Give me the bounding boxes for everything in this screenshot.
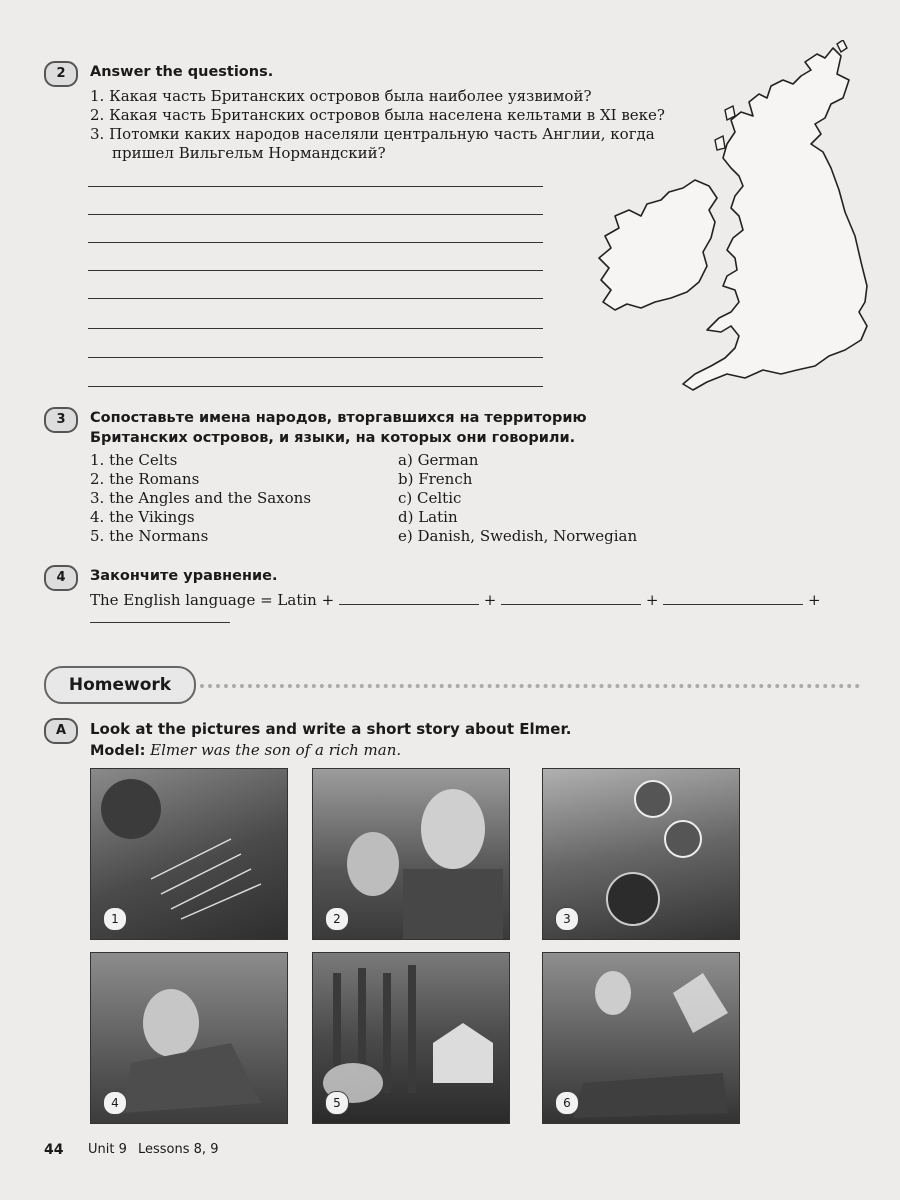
plus-sign: + xyxy=(808,591,821,609)
picture-number: 5 xyxy=(325,1091,349,1115)
plus-sign: + xyxy=(645,591,659,609)
story-picture-5 xyxy=(312,952,510,1124)
equation-blank-2[interactable] xyxy=(501,590,641,605)
picture-number: 2 xyxy=(325,907,349,931)
model-text: Elmer was the son of a rich man. xyxy=(150,741,402,759)
people-item: 4. the Vikings xyxy=(90,508,195,526)
people-item: 5. the Normans xyxy=(90,527,209,545)
task-4-badge: 4 xyxy=(44,565,78,591)
model-label: Model: xyxy=(90,743,146,759)
answer-line[interactable] xyxy=(88,242,543,243)
page-number: 44 xyxy=(44,1142,64,1158)
people-item: 3. the Angles and the Saxons xyxy=(90,489,312,507)
homework-label: Homework xyxy=(44,666,196,704)
language-item: a) German xyxy=(398,451,479,469)
answer-line[interactable] xyxy=(88,270,543,271)
answer-line[interactable] xyxy=(88,186,543,187)
task-a-title: Look at the pictures and write a short story about Elmer. xyxy=(90,720,572,738)
british-isles-map xyxy=(575,40,875,405)
answer-line[interactable] xyxy=(88,328,543,329)
language-item: c) Celtic xyxy=(398,489,462,507)
task-3-title-line-1: Сопоставьте имена народов, вторгавшихся на территорию xyxy=(90,410,587,426)
task-a-badge: A xyxy=(44,718,78,744)
equation-start: The English language = Latin + xyxy=(90,591,335,609)
equation-blank-4[interactable] xyxy=(90,622,230,623)
language-item: d) Latin xyxy=(398,508,458,526)
task-3-title-line-2: Британских островов, и языки, на которых они говорили. xyxy=(90,430,576,446)
question-2: 2. Какая часть Британских островов была населена кельтами в XI веке? xyxy=(90,106,665,124)
people-item: 1. the Celts xyxy=(90,451,178,469)
task-3-badge: 3 xyxy=(44,407,78,433)
language-item: b) French xyxy=(398,470,473,488)
picture-number: 6 xyxy=(555,1091,579,1115)
dotted-divider xyxy=(200,684,860,688)
answer-line[interactable] xyxy=(88,357,543,358)
story-picture-1 xyxy=(90,768,288,940)
answer-line[interactable] xyxy=(88,386,543,387)
question-1: 1. Какая часть Британских островов была наиболее уязвимой? xyxy=(90,87,592,105)
equation-blank-3[interactable] xyxy=(663,590,803,605)
story-picture-3 xyxy=(542,768,740,940)
picture-number: 3 xyxy=(555,907,579,931)
question-3: 3. Потомки каких народов населяли центральную часть Англии, когда xyxy=(90,125,655,143)
story-picture-4 xyxy=(90,952,288,1124)
task-2-title: Answer the questions. xyxy=(90,64,274,80)
picture-number: 4 xyxy=(103,1091,127,1115)
equation xyxy=(90,590,821,610)
equation-blank-1[interactable] xyxy=(339,590,479,605)
people-item: 2. the Romans xyxy=(90,470,200,488)
question-3-continued: пришел Вильгельм Нормандский? xyxy=(112,144,386,162)
task-2-badge: 2 xyxy=(44,61,78,87)
model-sentence xyxy=(90,741,401,761)
plus-sign: + xyxy=(483,591,497,609)
picture-number: 1 xyxy=(103,907,127,931)
answer-line[interactable] xyxy=(88,298,543,299)
story-picture-6 xyxy=(542,952,740,1124)
footer-unit: Unit 9 xyxy=(88,1142,127,1157)
story-picture-2 xyxy=(312,768,510,940)
answer-line[interactable] xyxy=(88,214,543,215)
footer-lessons: Lessons 8, 9 xyxy=(138,1142,219,1157)
language-item: e) Danish, Swedish, Norwegian xyxy=(398,527,638,545)
task-4-title: Закончите уравнение. xyxy=(90,568,278,584)
